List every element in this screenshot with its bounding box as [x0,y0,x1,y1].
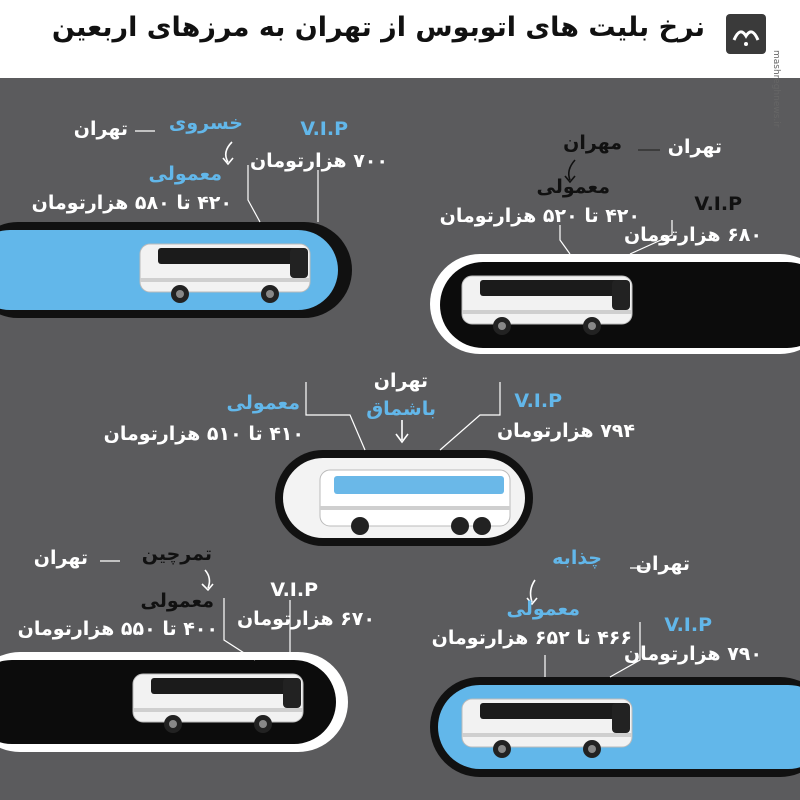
route2-origin: تهران [667,136,722,158]
route2-vip-price: ۶۸۰ هزارتومان [623,224,762,246]
route3-vip-price: ۷۹۴ هزارتومان [496,420,635,442]
route3-border: باشماق [366,398,436,420]
route2-normal-price: ۴۲۰ تا ۵۲۰ هزارتومان [439,205,640,227]
route5-vip-label: V.I.P [664,614,712,636]
route2-vip-label: V.I.P [694,193,742,215]
route4-origin: تهران [33,547,88,569]
route1-border: خسروی [168,112,243,134]
route3-origin: تهران [373,370,428,392]
page-title: نرخ بلیت های اتوبوس از تهران به مرزهای اربعین [51,12,705,43]
road-panel-khosravi [0,222,352,318]
route4-vip-label: V.I.P [270,579,318,601]
road-panel-mehran [430,254,800,354]
route2-border: مهران [563,132,622,154]
route4-border: تمرچین [141,543,212,565]
route4-vip-price: ۶۷۰ هزارتومان [236,608,375,630]
route1-vip-price: ۷۰۰ هزارتومان [249,150,388,172]
route5-border: چذابه [552,547,602,569]
route1-normal-price: ۴۲۰ تا ۵۸۰ هزارتومان [31,192,232,214]
road-panel-chazabeh [430,677,800,777]
route3-vip-label: V.I.P [514,390,562,412]
route1-vip-label: V.I.P [300,118,348,140]
route5-vip-price: ۷۹۰ هزارتومان [623,643,762,665]
route1-normal-label: معمولی [148,163,222,185]
route3-normal-label: معمولی [226,392,300,414]
road-panel-bashmaq [275,450,533,546]
route4-normal-label: معمولی [140,590,214,612]
route5-origin: تهران [635,553,690,575]
route5-normal-price: ۴۶۶ تا ۶۵۲ هزارتومان [431,627,632,649]
site-url: mashreghnews.ir [771,50,781,128]
route1-origin: تهران [73,118,128,140]
route3-normal-price: ۴۱۰ تا ۵۱۰ هزارتومان [103,423,304,445]
route5-normal-label: معمولی [506,598,580,620]
road-panel-tamarchin [0,652,348,752]
route4-normal-price: ۴۰۰ تا ۵۵۰ هزارتومان [17,618,218,640]
route2-normal-label: معمولی [536,176,610,198]
